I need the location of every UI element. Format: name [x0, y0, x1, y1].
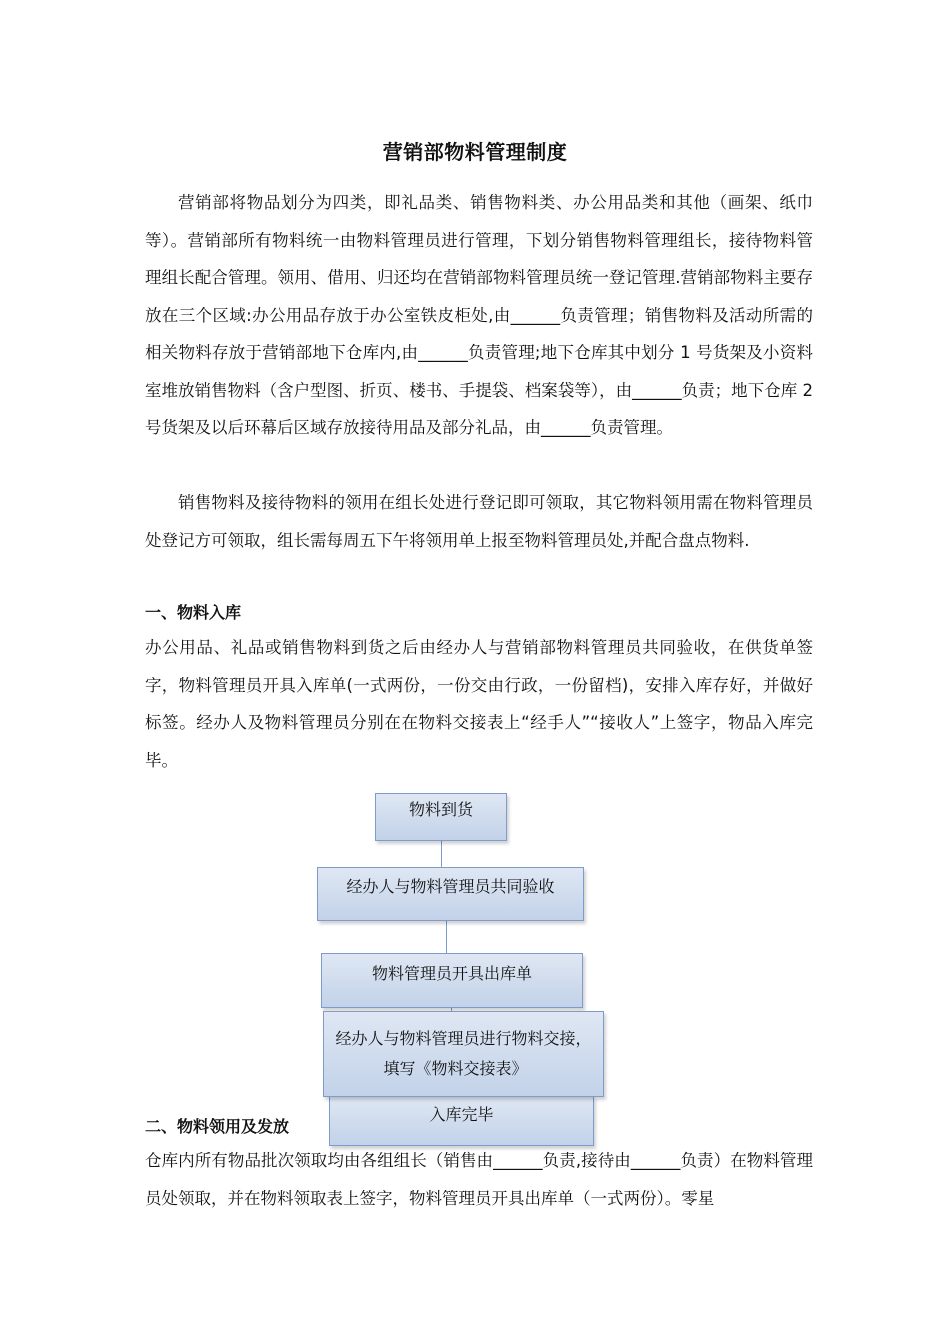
flowchart-step-3-label: 物料管理员开具出库单: [371, 963, 532, 983]
flowchart-step-1-label: 物料到货: [408, 800, 473, 819]
flowchart-step-2-label: 经办人与物料管理员共同验收: [346, 877, 555, 896]
document-title: 营销部物料管理制度: [382, 140, 568, 164]
flowchart-step-4-line-1: 经办人与物料管理员进行物料交接，: [335, 1029, 592, 1048]
flowchart-step-4: [323, 1011, 604, 1097]
section-1-paragraph: 办公用品、礼品或销售物料到货之后由经办人与营销部物料管理员共同验收，在供货单签字，物料管理员开具入库单(一式两份，一份交由行政，一份留档)，安排入库存好，并做好标签。经办人及物料管理员分别在在物料交接表上“经手人”“接收人”上签字，物品入库完毕。: [145, 638, 813, 770]
flowchart-connector: [441, 840, 442, 870]
flowchart-step-3: [321, 953, 583, 1008]
flowchart-step-4-line-2: 填写《物料交接表》: [383, 1059, 528, 1078]
section-2-paragraph: 仓库内所有物品批次领取均由各组组长（销售由______负责,接待由______负责）在物料管理员处领取，并在物料领取表上签字，物料管理员开具出库单（一式两份）。零星: [145, 1151, 813, 1208]
section-2-heading: 二、物料领用及发放: [145, 1117, 290, 1136]
intro-paragraph-2: 销售物料及接待物料的领用在组长处进行登记即可领取，其它物料领用需在物料管理员处登记方可领取，组长需每周五下午将领用单上报至物料管理员处,并配合盘点物料.: [145, 493, 813, 550]
flowchart-connector: [446, 921, 447, 954]
flowchart-step-2: [317, 867, 584, 921]
flowchart-step-5-label: 入库完毕: [429, 1105, 494, 1124]
flowchart-step-5: [329, 1096, 594, 1146]
intro-paragraph-1: 营销部将物品划分为四类，即礼品类、销售物料类、办公用品类和其他（画架、纸巾等）。营销部所有物料统一由物料管理员进行管理，下划分销售物料管理组长，接待物料管理组长配合管理。领用、借用、归还均在营销部物料管理员统一登记管理.营销部物料主要存放在三个区域:办公用品存放于办公室铁皮柜处,由______负责管理；销售物料及活动所需的相关物料存放于营销部地下仓库内,由______负责管理;地下仓库其中划分 1 号货架及小资料室堆放销售物料（含户型图、折页、楼书、手提袋、档案袋等），由______负责；地下仓库 2 号货架及以后环幕后区域存放接待用品及部分礼品，由______负责管理。: [145, 193, 813, 437]
section-1-heading: 一、物料入库: [145, 603, 242, 622]
flowchart-step-1: [375, 793, 507, 841]
